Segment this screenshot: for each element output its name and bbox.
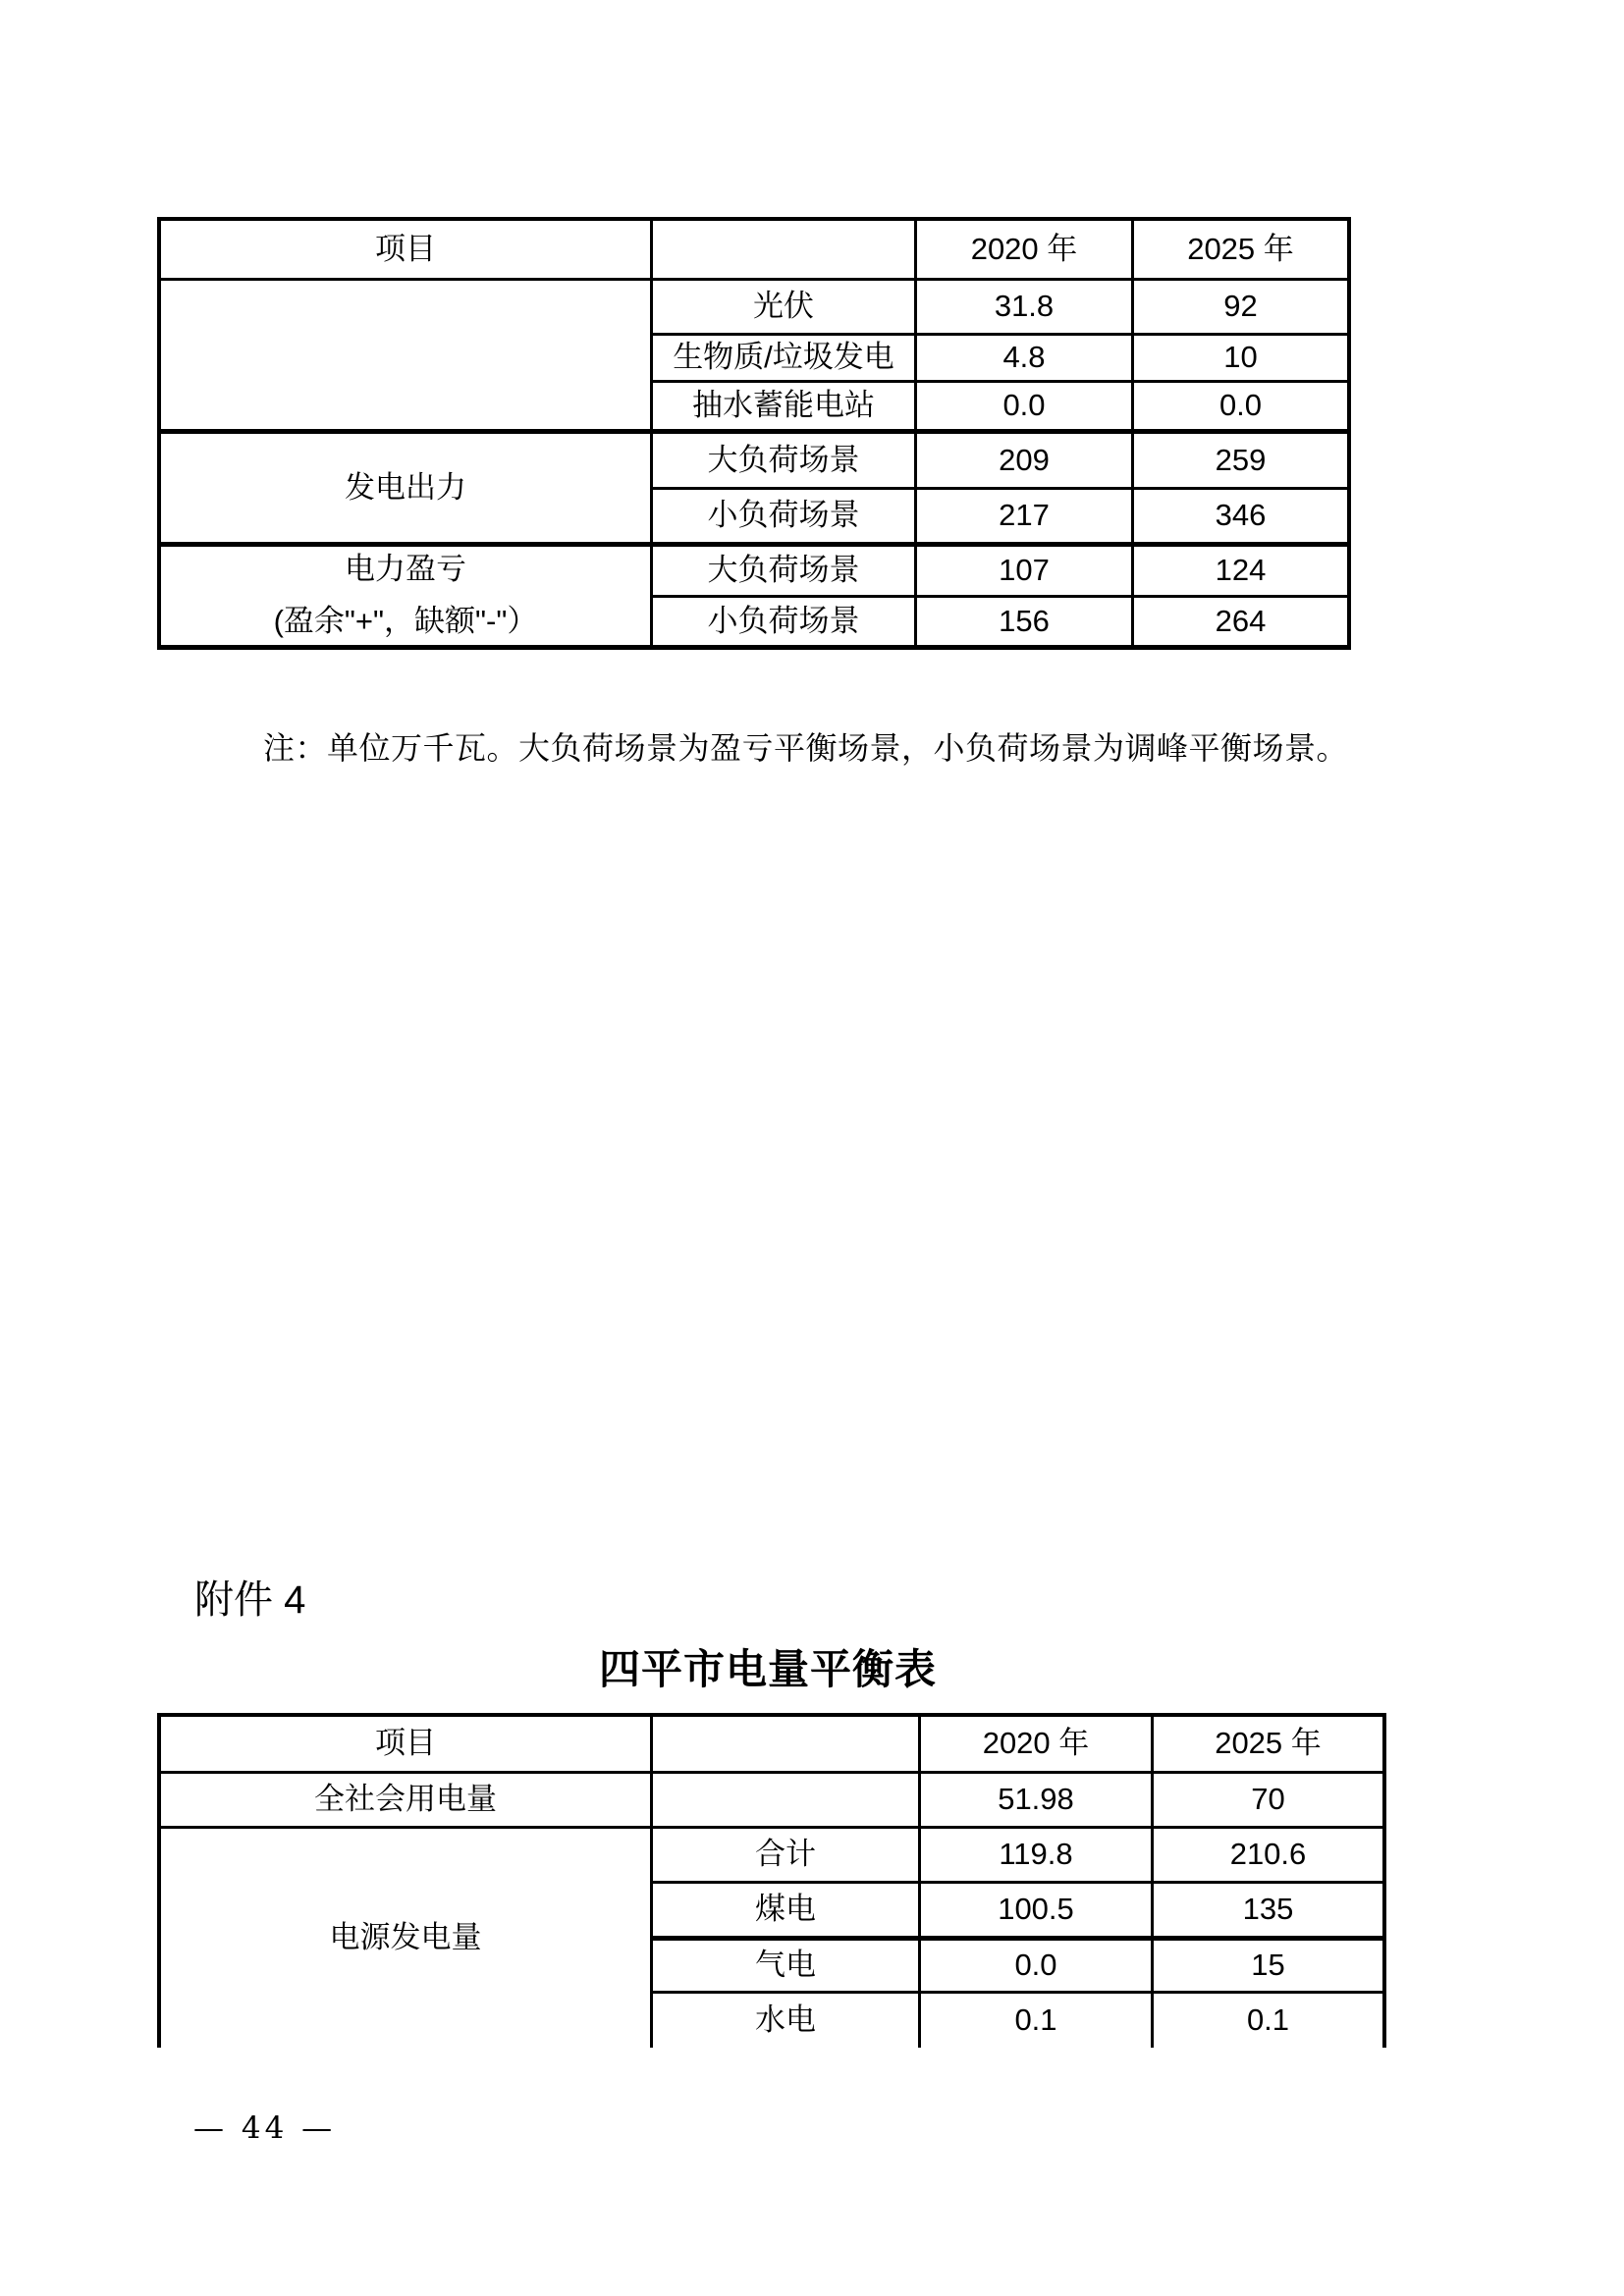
- table1-output-low-2020: 217: [914, 487, 1131, 542]
- table1-row-biomass-label: 生物质/垃圾发电: [650, 333, 914, 380]
- table2-society-2025: 70: [1151, 1771, 1382, 1826]
- table2-header-2020: 2020 年: [918, 1717, 1151, 1771]
- table2-coal-label: 煤电: [650, 1881, 918, 1936]
- table2-society-sub: [650, 1771, 918, 1826]
- table1-header-2025: 2025 年: [1131, 221, 1347, 278]
- table2-hydro-2020: 0.1: [918, 1991, 1151, 2048]
- table2-total-2025: 210.6: [1151, 1826, 1382, 1881]
- table1-group3-label: [161, 542, 650, 645]
- table1-row-pumped-2025: 0.0: [1131, 380, 1347, 429]
- table1-row-solar-label: 光伏: [650, 278, 914, 333]
- table2-coal-2020: 100.5: [918, 1881, 1151, 1936]
- table2-generation-label: 电源发电量: [161, 1826, 650, 2048]
- table1-row-solar-2020: 31.8: [914, 278, 1131, 333]
- table1-header-item: 项目: [375, 231, 436, 266]
- table1-balance-high-2025: 124: [1131, 542, 1347, 595]
- table2-header-2025: 2025 年: [1151, 1717, 1382, 1771]
- page-number: — 44 —: [193, 2110, 337, 2146]
- table2-hydro-2025: 0.1: [1151, 1991, 1382, 2048]
- table2-gas-2020: 0.0: [918, 1936, 1151, 1991]
- table1-balance-low-label: 小负荷场景: [650, 595, 914, 645]
- table1-output-low-label: 小负荷场景: [650, 487, 914, 542]
- table1-row-pumped-2020: 0.0: [914, 380, 1131, 429]
- table1-balance-low-2020: 156: [914, 595, 1131, 645]
- page-title: 四平市电量平衡表: [598, 1646, 937, 1692]
- table1-output-high-label: 大负荷场景: [650, 429, 914, 487]
- table1-row-solar-2025: 92: [1131, 278, 1347, 333]
- table1-group1-label: [161, 278, 650, 429]
- table1-row-biomass-2020: 4.8: [914, 333, 1131, 380]
- table1-note: 注：单位万千瓦。大负荷场景为盈亏平衡场景，小负荷场景为调峰平衡场景。: [263, 730, 1349, 766]
- table1-output-high-2025: 259: [1131, 429, 1347, 487]
- table1-group3-label-line1: 电力盈亏: [345, 552, 466, 587]
- electricity-balance-table: [157, 1713, 1386, 2048]
- table1-output-low-2025: 346: [1131, 487, 1347, 542]
- table2-hydro-label: 水电: [650, 1991, 918, 2048]
- table1-header-sub: [650, 221, 914, 278]
- table1-output-high-2020: 209: [914, 429, 1131, 487]
- table2-coal-2025: 135: [1151, 1881, 1382, 1936]
- table1-group3-label-line2: (盈余"+"，缺额"-"）: [273, 604, 538, 638]
- table2-total-2020: 119.8: [918, 1826, 1151, 1881]
- power-balance-table: [157, 217, 1351, 650]
- table2-gas-2025: 15: [1151, 1936, 1382, 1991]
- table1-row-biomass-2025: 10: [1131, 333, 1347, 380]
- table1-balance-low-2025: 264: [1131, 595, 1347, 645]
- table1-group2-label: 发电出力: [161, 429, 650, 542]
- table1-balance-high-label: 大负荷场景: [650, 542, 914, 595]
- table2-society-label: 全社会用电量: [161, 1771, 650, 1826]
- attachment-label: 附件 4: [194, 1578, 306, 1622]
- table2-total-label: 合计: [650, 1826, 918, 1881]
- table2-header-sub: [650, 1717, 918, 1771]
- table2-header-item: 项目: [375, 1726, 436, 1761]
- table1-header-2020: 2020 年: [914, 221, 1131, 278]
- table2-society-2020: 51.98: [918, 1771, 1151, 1826]
- table1-row-pumped-label: 抽水蓄能电站: [650, 380, 914, 429]
- table1-balance-high-2020: 107: [914, 542, 1131, 595]
- table2-gas-label: 气电: [650, 1936, 918, 1991]
